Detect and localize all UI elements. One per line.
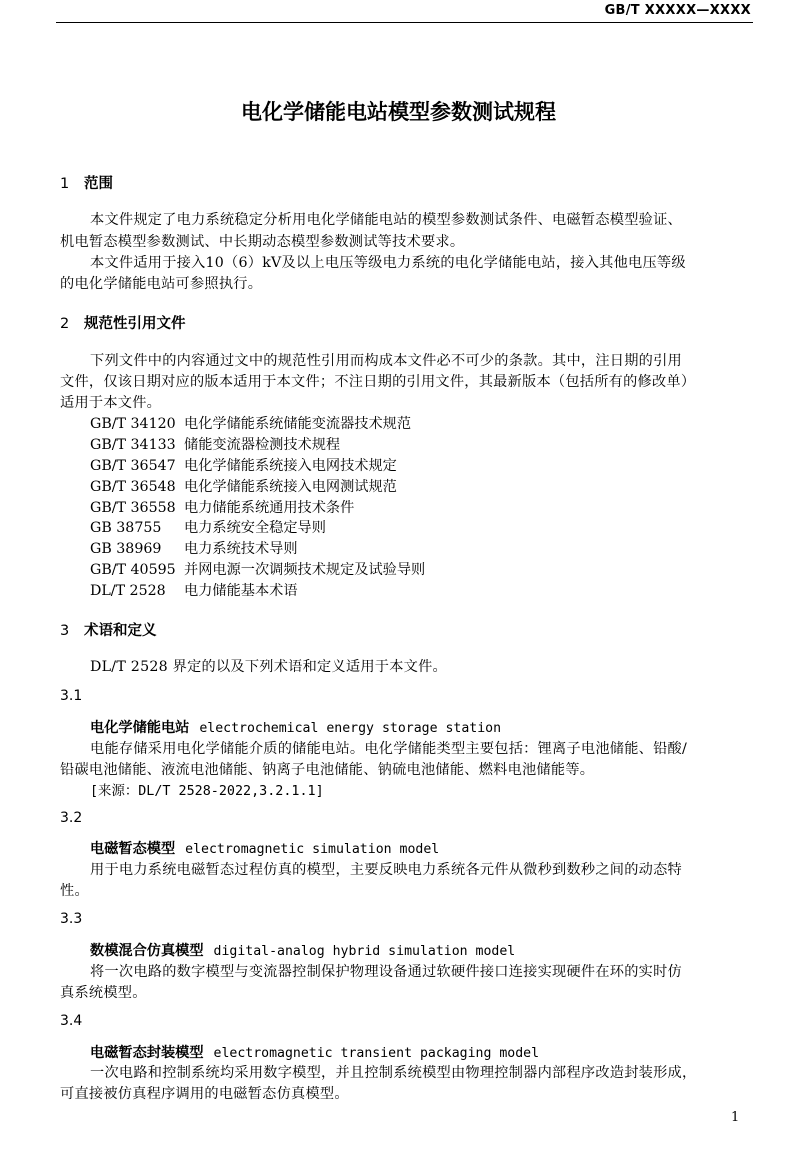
term-chinese: 电化学储能电站 bbox=[90, 720, 190, 736]
reference-code: GB/T 36547 bbox=[90, 458, 176, 474]
term-chinese: 电磁暂态模型 bbox=[90, 841, 176, 857]
paragraph-line: DL/T 2528 界定的以及下列术语和定义适用于本文件。 bbox=[90, 659, 447, 675]
reference-title: 并网电源一次调频技术规定及试验导则 bbox=[184, 562, 426, 578]
paragraph-line: 适用于本文件。 bbox=[60, 395, 162, 411]
reference-item bbox=[90, 538, 298, 558]
term-heading bbox=[90, 717, 501, 737]
section-title: 规范性引用文件 bbox=[84, 316, 186, 332]
section-title: 范围 bbox=[84, 176, 113, 192]
reference-code: GB 38969 bbox=[90, 541, 162, 557]
reference-title: 电力系统技术导则 bbox=[184, 541, 298, 557]
reference-item bbox=[90, 476, 397, 496]
term-chinese: 数模混合仿真模型 bbox=[90, 943, 204, 959]
source-note: [来源：DL/T 2528-2022,3.2.1.1] bbox=[90, 784, 324, 799]
reference-item bbox=[90, 413, 411, 433]
paragraph-line: 可直接被仿真程序调用的电磁暂态仿真模型。 bbox=[60, 1086, 349, 1102]
reference-title: 储能变流器检测技术规程 bbox=[184, 437, 341, 453]
reference-code: GB/T 40595 bbox=[90, 562, 176, 578]
reference-title: 电力储能基本术语 bbox=[184, 583, 298, 599]
paragraph-line: 文件，仅该日期对应的版本适用于本文件；不注日期的引用文件，其最新版本（包括所有的修改单） bbox=[60, 374, 696, 390]
term-english: digital-analog hybrid simulation model bbox=[213, 944, 516, 959]
section-1-heading bbox=[60, 172, 113, 193]
reference-item bbox=[90, 434, 340, 454]
paragraph-line: 电能存储采用电化学储能介质的储能电站。电化学储能类型主要包括：锂离子电池储能、铅酸/ bbox=[90, 741, 687, 757]
paragraph-line: 本文件规定了电力系统稳定分析用电化学储能电站的模型参数测试条件、电磁暂态模型验证、 bbox=[90, 212, 682, 228]
term-heading bbox=[90, 838, 439, 858]
reference-item bbox=[90, 517, 326, 537]
paragraph-line: 性。 bbox=[60, 883, 89, 899]
reference-item bbox=[90, 455, 397, 475]
section-number: 2 bbox=[60, 316, 70, 332]
reference-code: GB/T 36558 bbox=[90, 500, 176, 516]
paragraph-line: 真系统模型。 bbox=[60, 985, 147, 1001]
section-2-heading bbox=[60, 312, 186, 333]
reference-code: DL/T 2528 bbox=[90, 583, 166, 599]
reference-code: GB 38755 bbox=[90, 520, 162, 536]
term-number: 3.3 bbox=[60, 911, 83, 927]
reference-item bbox=[90, 559, 425, 579]
paragraph-line: 本文件适用于接入10（6）kV及以上电压等级电力系统的电化学储能电站，接入其他电压等级 bbox=[90, 255, 686, 271]
paragraph-line: 的电化学储能电站可参照执行。 bbox=[60, 276, 263, 292]
header-divider bbox=[56, 22, 753, 23]
page-number: 1 bbox=[731, 1110, 740, 1125]
term-english: electromagnetic simulation model bbox=[185, 842, 440, 857]
term-heading bbox=[90, 940, 515, 960]
section-number: 1 bbox=[60, 176, 70, 192]
reference-title: 电化学储能系统接入电网技术规定 bbox=[184, 458, 397, 474]
reference-title: 电力储能系统通用技术条件 bbox=[184, 500, 355, 516]
term-number: 3.2 bbox=[60, 810, 83, 826]
paragraph-line: 下列文件中的内容通过文中的规范性引用而构成本文件必不可少的条款。其中，注日期的引用 bbox=[90, 353, 682, 369]
reference-title: 电化学储能系统接入电网测试规范 bbox=[184, 479, 397, 495]
reference-code: GB/T 34133 bbox=[90, 437, 176, 453]
section-3-heading bbox=[60, 619, 157, 640]
reference-title: 电力系统安全稳定导则 bbox=[184, 520, 326, 536]
term-chinese: 电磁暂态封装模型 bbox=[90, 1045, 204, 1061]
reference-code: GB/T 36548 bbox=[90, 479, 176, 495]
paragraph-line: 用于电力系统电磁暂态过程仿真的模型，主要反映电力系统各元件从微秒到数秒之间的动态特 bbox=[90, 862, 682, 878]
paragraph-line: 一次电路和控制系统均采用数字模型，并且控制系统模型由物理控制器内部程序改造封装形成， bbox=[90, 1065, 697, 1081]
term-english: electromagnetic transient packaging model bbox=[213, 1046, 540, 1061]
term-number: 3.4 bbox=[60, 1013, 83, 1029]
term-english: electrochemical energy storage station bbox=[199, 721, 502, 736]
section-number: 3 bbox=[60, 623, 70, 639]
paragraph-line: 铅碳电池储能、液流电池储能、钠离子电池储能、钠硫电池储能、燃料电池储能等。 bbox=[60, 762, 595, 778]
reference-title: 电化学储能系统储能变流器技术规范 bbox=[184, 416, 412, 432]
section-title: 术语和定义 bbox=[84, 623, 157, 639]
paragraph-line: 机电暂态模型参数测试、中长期动态模型参数测试等技术要求。 bbox=[60, 234, 465, 250]
term-heading bbox=[90, 1042, 539, 1062]
reference-item bbox=[90, 497, 354, 517]
reference-item bbox=[90, 580, 298, 600]
page-title: 电化学储能电站模型参数测试规程 bbox=[241, 100, 556, 124]
term-number: 3.1 bbox=[60, 688, 83, 704]
standard-code: GB/T XXXXX—XXXX bbox=[604, 3, 751, 18]
paragraph-line: 将一次电路的数字模型与变流器控制保护物理设备通过软硬件接口连接实现硬件在环的实时仿 bbox=[90, 964, 682, 980]
reference-code: GB/T 34120 bbox=[90, 416, 176, 432]
